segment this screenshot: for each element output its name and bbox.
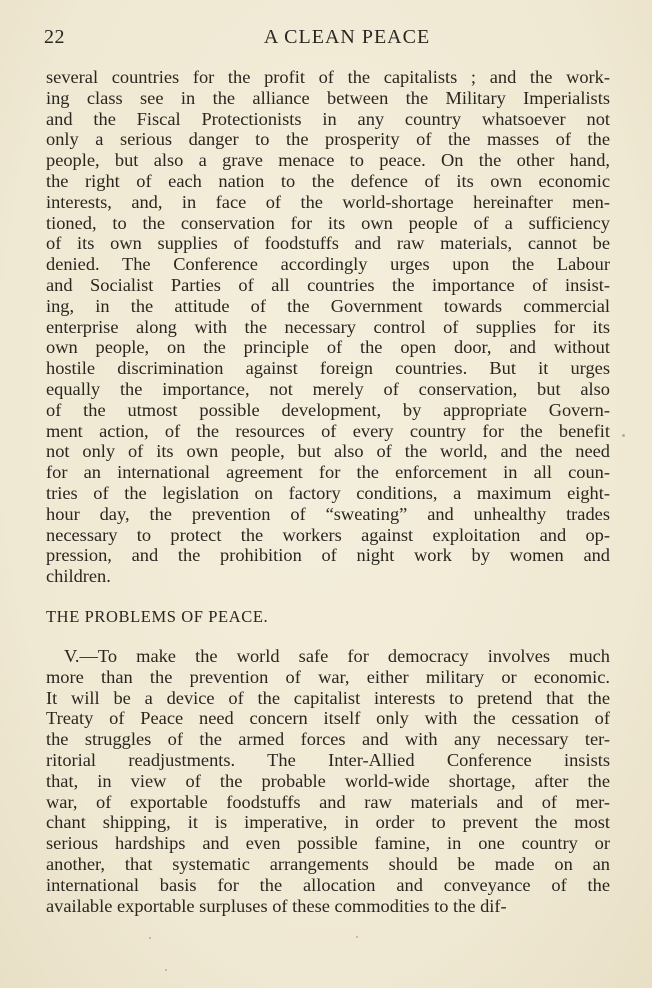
text-line: hour day, the prevention of “sweating” and unhealthy trades <box>46 503 610 524</box>
text-line: tioned, to the conservation for its own people of a sufficiency <box>46 212 610 233</box>
text-line: interests, and, in face of the world-shortage hereinafter men- <box>46 191 610 212</box>
text-line: ritorial readjustments. The Inter-Allied Conference insists <box>46 749 610 770</box>
text-line: necessary to protect the workers against exploitation and op- <box>46 524 610 545</box>
paper-speck <box>149 937 151 939</box>
paper-speck <box>165 969 167 971</box>
text-line: ing, in the attitude of the Government towards commercial <box>46 295 610 316</box>
text-line: chant shipping, it is imperative, in order to prevent the most <box>46 812 610 833</box>
text-line: ing class see in the alliance between the Military Imperialists <box>46 87 610 108</box>
text-line: and the Fiscal Protectionists in any country whatsoever not <box>46 108 610 129</box>
text-line: serious hardships and even possible famine, in one country or <box>46 833 610 854</box>
text-line: It will be a device of the capitalist interests to pretend that the <box>46 687 610 708</box>
text-line: equally the importance, not merely of conservation, but also <box>46 378 610 399</box>
text-line: people, but also a grave menace to peace. On the other hand, <box>46 150 610 171</box>
text-line: pression, and the prohibition of night work by women and <box>46 545 610 566</box>
text-line: available exportable surpluses of these commodities to the dif- <box>46 895 507 916</box>
paper-speck <box>622 434 625 437</box>
paper-speck <box>356 936 358 938</box>
running-title: A CLEAN PEACE <box>263 26 431 48</box>
text-line: denied. The Conference accordingly urges upon the Labour <box>46 254 610 275</box>
text-line: tries of the legislation on factory conditions, a maximum eight- <box>46 482 610 503</box>
text-line: for an international agreement for the enforcement in all coun- <box>46 462 610 483</box>
paragraph-2 <box>46 646 610 916</box>
text-line: and Socialist Parties of all countries the importance of insist- <box>46 274 610 295</box>
paragraph-1 <box>46 67 610 587</box>
text-line: V.—To make the world safe for democracy involves much <box>64 646 610 666</box>
text-line: international basis for the allocation and conveyance of the <box>46 874 610 895</box>
text-line: that, in view of the probable world-wide shortage, after the <box>46 770 610 791</box>
text-line: hostile discrimination against foreign countries. But it urges <box>46 358 610 379</box>
text-line: war, of exportable foodstuffs and raw materials and of mer- <box>46 791 610 812</box>
text-line: Treaty of Peace need concern itself only with the cessation of <box>46 708 610 729</box>
text-line: of its own supplies of foodstuffs and raw materials, cannot be <box>46 233 610 254</box>
text-line: enterprise along with the necessary control of supplies for its <box>46 316 610 337</box>
text-line: own people, on the principle of the open door, and without <box>46 337 610 358</box>
text-line: only a serious danger to the prosperity of the masses of the <box>46 129 610 150</box>
text-line: children. <box>46 566 111 587</box>
text-line: more than the prevention of war, either military or economic. <box>46 666 610 687</box>
page-number: 22 <box>44 26 65 48</box>
text-line: ment action, of the resources of every country for the benefit <box>46 420 610 441</box>
section-heading: THE PROBLEMS OF PEACE. <box>46 607 269 626</box>
text-line: another, that systematic arrangements should be made on an <box>46 853 610 874</box>
running-head <box>44 26 610 52</box>
text-line: of the utmost possible development, by appropriate Govern- <box>46 399 610 420</box>
text-line: several countries for the profit of the capitalists ; and the work- <box>46 67 610 87</box>
text-line: the struggles of the armed forces and with any necessary ter- <box>46 729 610 750</box>
text-line: the right of each nation to the defence of its own economic <box>46 170 610 191</box>
text-line: not only of its own people, but also of the world, and the need <box>46 441 610 462</box>
